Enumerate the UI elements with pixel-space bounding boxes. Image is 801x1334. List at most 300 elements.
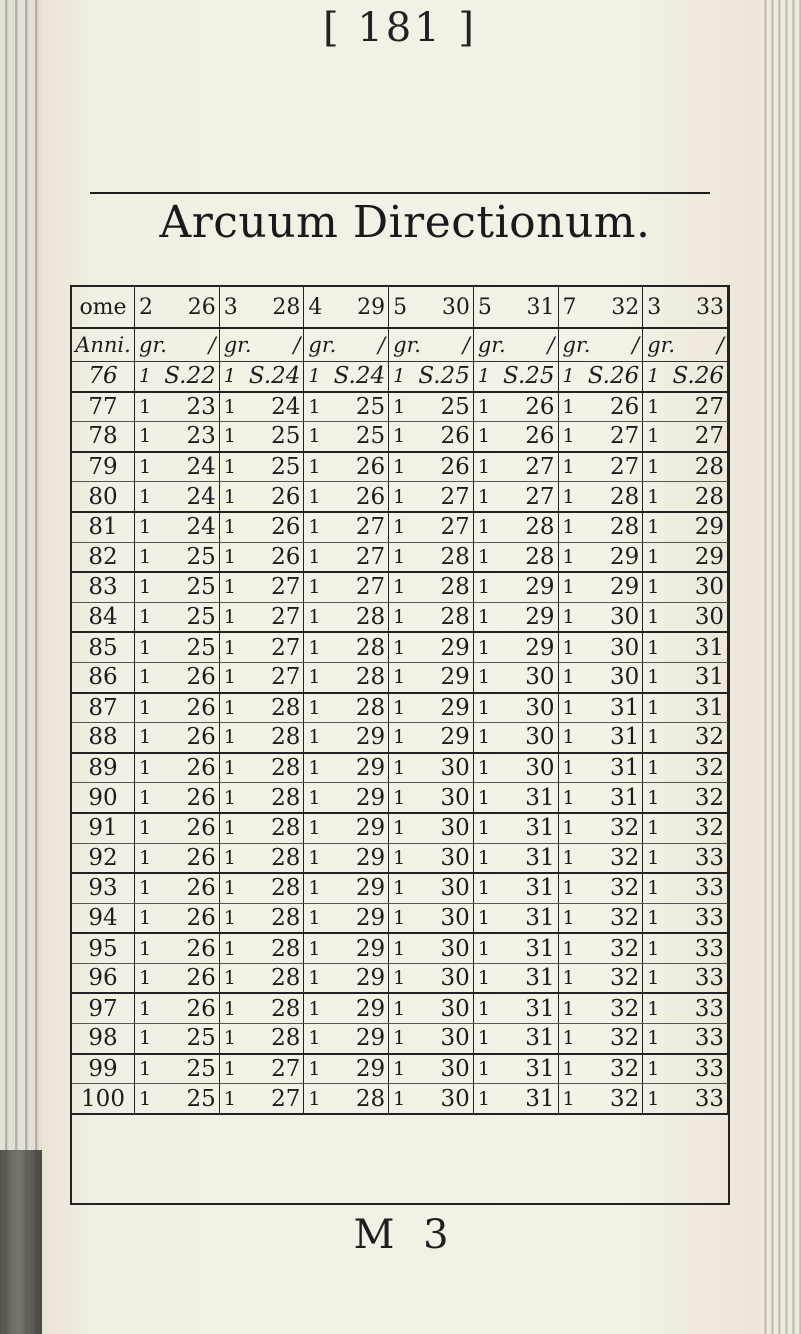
table-cell: 27 bbox=[245, 602, 303, 632]
table-cell: 1 bbox=[643, 873, 669, 903]
table-cell: 1 bbox=[135, 662, 161, 692]
table-cell: 1 bbox=[135, 753, 161, 783]
table-cell: 1 bbox=[643, 903, 669, 933]
table-cell: 1 bbox=[558, 693, 584, 723]
table-cell: 30 bbox=[415, 1054, 473, 1084]
table-cell: 28 bbox=[245, 873, 303, 903]
table-cell: 29 bbox=[669, 512, 728, 542]
header-cell: 26 bbox=[161, 287, 219, 328]
table-cell: 31 bbox=[500, 993, 558, 1023]
table-cell: 1 bbox=[135, 993, 161, 1023]
header-cell: 32 bbox=[584, 287, 642, 328]
table-row bbox=[72, 783, 728, 813]
table-cell: 25 bbox=[161, 542, 219, 572]
table-cell: 1 bbox=[643, 1024, 669, 1054]
table-row bbox=[72, 693, 728, 723]
row-year-cell: 99 bbox=[72, 1054, 135, 1084]
table-cell: 27 bbox=[669, 392, 728, 422]
table-cell: 32 bbox=[584, 1024, 642, 1054]
header-cell: 30 bbox=[415, 287, 473, 328]
table-cell: 28 bbox=[500, 512, 558, 542]
table-row bbox=[72, 873, 728, 903]
table-cell: 25 bbox=[330, 392, 388, 422]
table-cell: 1 bbox=[643, 933, 669, 963]
table-cell: 1 bbox=[304, 662, 330, 692]
table-cell: 1 bbox=[304, 993, 330, 1023]
table-cell: 1 bbox=[304, 813, 330, 843]
table-cell: 1 bbox=[558, 662, 584, 692]
table-cell: 28 bbox=[245, 993, 303, 1023]
table-cell: 1 bbox=[473, 572, 499, 602]
table-cell: 27 bbox=[500, 482, 558, 512]
table-cell: 1 bbox=[643, 512, 669, 542]
table-cell: 29 bbox=[415, 632, 473, 662]
page-number: [ 181 ] bbox=[323, 5, 477, 51]
row-year-cell: 89 bbox=[72, 753, 135, 783]
table-cell: 1 bbox=[473, 693, 499, 723]
book-fore-edge-left bbox=[0, 0, 42, 1334]
table-cell: 28 bbox=[584, 512, 642, 542]
table-cell: 1 bbox=[473, 1024, 499, 1054]
table-cell: 1 bbox=[643, 753, 669, 783]
row-year-cell: 83 bbox=[72, 572, 135, 602]
subheader-cell: gr. bbox=[558, 328, 584, 362]
table-cell: 31 bbox=[584, 723, 642, 753]
table-cell: 1 bbox=[389, 813, 415, 843]
table-cell: 26 bbox=[584, 392, 642, 422]
arcs-table bbox=[72, 287, 728, 1115]
table-row bbox=[72, 542, 728, 572]
table-cell: 32 bbox=[584, 903, 642, 933]
table-cell: 1 bbox=[643, 963, 669, 993]
subheader-cell: / bbox=[669, 328, 728, 362]
table-row bbox=[72, 512, 728, 542]
table-cell: 1 bbox=[473, 873, 499, 903]
table-cell: 31 bbox=[500, 1084, 558, 1114]
table-cell: 26 bbox=[161, 903, 219, 933]
table-cell: 1 bbox=[135, 873, 161, 903]
table-cell: 1 bbox=[473, 843, 499, 873]
table-cell: 1 bbox=[558, 903, 584, 933]
table-cell: 1 bbox=[219, 362, 245, 392]
table-cell: 25 bbox=[161, 1084, 219, 1114]
table-cell: 1 bbox=[558, 602, 584, 632]
table-cell: 31 bbox=[500, 873, 558, 903]
table-cell: 25 bbox=[245, 422, 303, 452]
table-cell: 1 bbox=[473, 813, 499, 843]
header-cell: 2 bbox=[135, 287, 161, 328]
header-cell: 7 bbox=[558, 287, 584, 328]
table-cell: 28 bbox=[330, 662, 388, 692]
table-cell: 1 bbox=[558, 512, 584, 542]
table-cell: 31 bbox=[669, 693, 728, 723]
table-cell: 1 bbox=[219, 1084, 245, 1114]
table-cell: 29 bbox=[330, 723, 388, 753]
table-cell: 30 bbox=[500, 662, 558, 692]
table-cell: 1 bbox=[304, 602, 330, 632]
table-cell: 1 bbox=[219, 753, 245, 783]
table-cell: 31 bbox=[669, 662, 728, 692]
table-cell: 1 bbox=[643, 843, 669, 873]
table-cell: 1 bbox=[219, 963, 245, 993]
title-rule bbox=[90, 192, 710, 194]
table-cell: 1 bbox=[389, 693, 415, 723]
table-cell: 27 bbox=[245, 1054, 303, 1084]
table-cell: 28 bbox=[245, 813, 303, 843]
table-cell: 33 bbox=[669, 1024, 728, 1054]
table-cell: 32 bbox=[584, 933, 642, 963]
table-cell: 1 bbox=[304, 572, 330, 602]
table-cell: 26 bbox=[161, 873, 219, 903]
table-cell: S.26 bbox=[584, 362, 642, 392]
table-cell: 30 bbox=[500, 723, 558, 753]
table-cell: 1 bbox=[135, 783, 161, 813]
table-cell: 1 bbox=[219, 1054, 245, 1084]
row-year-cell: 85 bbox=[72, 632, 135, 662]
table-cell: 1 bbox=[389, 662, 415, 692]
table-cell: 1 bbox=[643, 1084, 669, 1114]
table-cell: 25 bbox=[415, 392, 473, 422]
table-cell: 28 bbox=[330, 693, 388, 723]
header-cell: 29 bbox=[330, 287, 388, 328]
table-cell: 1 bbox=[135, 602, 161, 632]
table-cell: 1 bbox=[219, 1024, 245, 1054]
table-cell: 26 bbox=[161, 963, 219, 993]
table-cell: 1 bbox=[304, 693, 330, 723]
row-year-cell: 77 bbox=[72, 392, 135, 422]
table-cell: 1 bbox=[219, 813, 245, 843]
table-row bbox=[72, 993, 728, 1023]
signature-mark: M 3 bbox=[353, 1212, 457, 1258]
table-cell: 1 bbox=[389, 933, 415, 963]
table-cell: 1 bbox=[473, 392, 499, 422]
table-cell: 1 bbox=[219, 632, 245, 662]
header-cell: 28 bbox=[245, 287, 303, 328]
table-cell: 27 bbox=[584, 452, 642, 482]
row-year-cell: 84 bbox=[72, 602, 135, 632]
table-cell: 32 bbox=[584, 843, 642, 873]
table-cell: 1 bbox=[558, 783, 584, 813]
table-cell: 29 bbox=[330, 993, 388, 1023]
table-cell: 28 bbox=[669, 482, 728, 512]
table-cell: 30 bbox=[415, 753, 473, 783]
table-cell: 1 bbox=[304, 512, 330, 542]
table-cell: 1 bbox=[558, 572, 584, 602]
table-cell: 28 bbox=[245, 963, 303, 993]
table-cell: 30 bbox=[669, 572, 728, 602]
row-year-cell: 79 bbox=[72, 452, 135, 482]
table-cell: 1 bbox=[558, 993, 584, 1023]
row-year-cell: 87 bbox=[72, 693, 135, 723]
subheader-cell: / bbox=[161, 328, 219, 362]
table-cell: 32 bbox=[669, 723, 728, 753]
table-cell: 26 bbox=[500, 392, 558, 422]
subheader-cell: gr. bbox=[389, 328, 415, 362]
table-cell: 1 bbox=[219, 723, 245, 753]
table-cell: 30 bbox=[415, 783, 473, 813]
table-cell: 1 bbox=[135, 452, 161, 482]
table-cell: 1 bbox=[389, 963, 415, 993]
table-cell: 1 bbox=[558, 542, 584, 572]
table-cell: 28 bbox=[245, 1024, 303, 1054]
table-cell: 28 bbox=[330, 602, 388, 632]
table-cell: 1 bbox=[643, 993, 669, 1023]
table-cell: 32 bbox=[669, 783, 728, 813]
table-cell: 31 bbox=[584, 783, 642, 813]
table-cell: 31 bbox=[584, 693, 642, 723]
table-cell: 25 bbox=[161, 1054, 219, 1084]
table-cell: 1 bbox=[558, 422, 584, 452]
table-cell: 29 bbox=[500, 602, 558, 632]
table-cell: 1 bbox=[643, 362, 669, 392]
header-cell: 3 bbox=[219, 287, 245, 328]
table-cell: 26 bbox=[500, 422, 558, 452]
table-row bbox=[72, 1084, 728, 1114]
table-cell: 1 bbox=[304, 843, 330, 873]
table-cell: 1 bbox=[135, 693, 161, 723]
table-cell: 1 bbox=[473, 482, 499, 512]
subheader-cell: / bbox=[330, 328, 388, 362]
table-cell: 28 bbox=[415, 542, 473, 572]
table-cell: 28 bbox=[669, 452, 728, 482]
table-cell: 1 bbox=[643, 632, 669, 662]
table-cell: 26 bbox=[245, 542, 303, 572]
table-cell: 26 bbox=[161, 813, 219, 843]
table-cell: 29 bbox=[584, 572, 642, 602]
table-cell: 1 bbox=[135, 963, 161, 993]
table-cell: 28 bbox=[584, 482, 642, 512]
table-cell: 1 bbox=[304, 362, 330, 392]
table-cell: 30 bbox=[415, 1024, 473, 1054]
table-cell: 30 bbox=[584, 662, 642, 692]
table-cell: 30 bbox=[415, 963, 473, 993]
table-cell: 1 bbox=[643, 1054, 669, 1084]
table-cell: 1 bbox=[304, 542, 330, 572]
table-cell: 1 bbox=[643, 452, 669, 482]
table-cell: 1 bbox=[473, 512, 499, 542]
subheader-cell: / bbox=[415, 328, 473, 362]
table-cell: S.22 bbox=[161, 362, 219, 392]
table-cell: 1 bbox=[558, 362, 584, 392]
table-cell: 1 bbox=[643, 723, 669, 753]
subheader-year-cell: Anni. bbox=[72, 328, 135, 362]
table-cell: 1 bbox=[304, 873, 330, 903]
table-cell: 1 bbox=[389, 632, 415, 662]
table-cell: 31 bbox=[500, 1024, 558, 1054]
table-row bbox=[72, 392, 728, 422]
table-cell: 1 bbox=[473, 993, 499, 1023]
table-cell: 29 bbox=[330, 1024, 388, 1054]
table-cell: 1 bbox=[389, 783, 415, 813]
table-cell: 1 bbox=[219, 662, 245, 692]
table-cell: 1 bbox=[304, 1054, 330, 1084]
table-cell: 29 bbox=[669, 542, 728, 572]
table-cell: 1 bbox=[473, 632, 499, 662]
table-cell: 1 bbox=[558, 723, 584, 753]
row-year-cell: 86 bbox=[72, 662, 135, 692]
table-cell: 1 bbox=[135, 362, 161, 392]
row-year-cell: 91 bbox=[72, 813, 135, 843]
table-cell: 1 bbox=[389, 572, 415, 602]
table-cell: 1 bbox=[304, 723, 330, 753]
table-cell: 1 bbox=[135, 392, 161, 422]
table-cell: 23 bbox=[161, 422, 219, 452]
table-cell: 1 bbox=[643, 482, 669, 512]
table-cell: 1 bbox=[389, 843, 415, 873]
table-cell: 31 bbox=[500, 783, 558, 813]
table-cell: 30 bbox=[415, 993, 473, 1023]
table-cell: 1 bbox=[135, 723, 161, 753]
table-cell: 1 bbox=[304, 1084, 330, 1114]
table-cell: 33 bbox=[669, 903, 728, 933]
table-cell: 32 bbox=[669, 753, 728, 783]
table-cell: 26 bbox=[330, 452, 388, 482]
table-cell: 28 bbox=[330, 632, 388, 662]
header-cell: 3 bbox=[643, 287, 669, 328]
table-cell: 1 bbox=[473, 452, 499, 482]
header-cell: 4 bbox=[304, 287, 330, 328]
table-cell: 1 bbox=[389, 392, 415, 422]
table-cell: 1 bbox=[219, 933, 245, 963]
row-year-cell: 93 bbox=[72, 873, 135, 903]
table-cell: 30 bbox=[500, 693, 558, 723]
table-cell: 1 bbox=[304, 392, 330, 422]
table-row bbox=[72, 723, 728, 753]
table-cell: 24 bbox=[161, 452, 219, 482]
table-cell: 1 bbox=[304, 933, 330, 963]
table-cell: 1 bbox=[219, 422, 245, 452]
table-cell: 30 bbox=[500, 753, 558, 783]
table-row bbox=[72, 422, 728, 452]
table-cell: 1 bbox=[135, 1024, 161, 1054]
table-cell: 31 bbox=[500, 933, 558, 963]
table-cell: 1 bbox=[219, 602, 245, 632]
table-row bbox=[72, 1024, 728, 1054]
table-row bbox=[72, 1054, 728, 1084]
table-cell: 26 bbox=[415, 422, 473, 452]
table-row bbox=[72, 753, 728, 783]
table-row bbox=[72, 933, 728, 963]
table-cell: 25 bbox=[161, 632, 219, 662]
table-cell: 33 bbox=[669, 1084, 728, 1114]
table-row bbox=[72, 963, 728, 993]
table-cell: S.25 bbox=[415, 362, 473, 392]
table-cell: 27 bbox=[415, 482, 473, 512]
table-cell: 28 bbox=[245, 753, 303, 783]
table-cell: 28 bbox=[245, 903, 303, 933]
table-cell: 1 bbox=[389, 602, 415, 632]
table-header-row bbox=[72, 287, 728, 328]
table-cell: 28 bbox=[245, 933, 303, 963]
table-cell: 29 bbox=[330, 933, 388, 963]
table-cell: 1 bbox=[219, 482, 245, 512]
table-cell: 1 bbox=[219, 873, 245, 903]
table-cell: 28 bbox=[330, 1084, 388, 1114]
table-cell: 1 bbox=[643, 422, 669, 452]
subheader-cell: gr. bbox=[135, 328, 161, 362]
table-cell: 26 bbox=[161, 933, 219, 963]
table-cell: 27 bbox=[500, 452, 558, 482]
table-cell: 29 bbox=[330, 843, 388, 873]
table-cell: 1 bbox=[473, 362, 499, 392]
table-cell: 1 bbox=[135, 572, 161, 602]
row-year-cell: 82 bbox=[72, 542, 135, 572]
table-cell: 25 bbox=[330, 422, 388, 452]
table-cell: 1 bbox=[389, 873, 415, 903]
table-cell: 1 bbox=[219, 783, 245, 813]
table-cell: 24 bbox=[245, 392, 303, 422]
table-cell: S.25 bbox=[500, 362, 558, 392]
table-cell: 1 bbox=[473, 723, 499, 753]
table-cell: 31 bbox=[669, 632, 728, 662]
table-cell: 27 bbox=[245, 1084, 303, 1114]
table-row bbox=[72, 903, 728, 933]
table-cell: 1 bbox=[135, 1054, 161, 1084]
table-cell: S.24 bbox=[245, 362, 303, 392]
table-cell: 28 bbox=[245, 723, 303, 753]
table-cell: 29 bbox=[330, 1054, 388, 1084]
table-cell: 30 bbox=[584, 602, 642, 632]
table-cell: 1 bbox=[389, 482, 415, 512]
table-cell: 1 bbox=[304, 903, 330, 933]
table-cell: 24 bbox=[161, 482, 219, 512]
table-cell: 1 bbox=[558, 1084, 584, 1114]
row-year-cell: 97 bbox=[72, 993, 135, 1023]
table-cell: 33 bbox=[669, 873, 728, 903]
table-cell: 27 bbox=[669, 422, 728, 452]
subheader-cell: / bbox=[245, 328, 303, 362]
table-cell: 1 bbox=[219, 392, 245, 422]
book-binding-shadow bbox=[0, 1150, 42, 1334]
table-cell: 1 bbox=[473, 662, 499, 692]
table-cell: 28 bbox=[245, 783, 303, 813]
table-cell: 1 bbox=[135, 542, 161, 572]
row-year-cell: 76 bbox=[72, 362, 135, 392]
table-cell: 23 bbox=[161, 392, 219, 422]
table-cell: 31 bbox=[500, 1054, 558, 1084]
table-cell: 29 bbox=[330, 783, 388, 813]
table-cell: 28 bbox=[245, 693, 303, 723]
table-cell: 1 bbox=[643, 813, 669, 843]
table-cell: 28 bbox=[415, 602, 473, 632]
row-year-cell: 94 bbox=[72, 903, 135, 933]
table-cell: 33 bbox=[669, 1054, 728, 1084]
directions-table bbox=[70, 285, 730, 1205]
table-cell: 27 bbox=[245, 662, 303, 692]
table-cell: 1 bbox=[558, 1024, 584, 1054]
subheader-cell: / bbox=[500, 328, 558, 362]
table-cell: 31 bbox=[584, 753, 642, 783]
table-cell: 1 bbox=[135, 1084, 161, 1114]
table-cell: 1 bbox=[643, 392, 669, 422]
table-cell: 1 bbox=[389, 753, 415, 783]
table-cell: 1 bbox=[389, 362, 415, 392]
table-cell: 31 bbox=[500, 903, 558, 933]
table-cell: 26 bbox=[161, 843, 219, 873]
table-cell: 28 bbox=[245, 843, 303, 873]
table-cell: 30 bbox=[415, 933, 473, 963]
table-cell: 32 bbox=[584, 813, 642, 843]
table-cell: 1 bbox=[473, 422, 499, 452]
table-cell: 1 bbox=[135, 422, 161, 452]
table-cell: 29 bbox=[584, 542, 642, 572]
table-cell: 30 bbox=[415, 843, 473, 873]
table-cell: 29 bbox=[415, 662, 473, 692]
table-cell: 25 bbox=[161, 1024, 219, 1054]
table-cell: 1 bbox=[304, 422, 330, 452]
header-year-cell: ome bbox=[72, 287, 135, 328]
table-cell: 33 bbox=[669, 963, 728, 993]
